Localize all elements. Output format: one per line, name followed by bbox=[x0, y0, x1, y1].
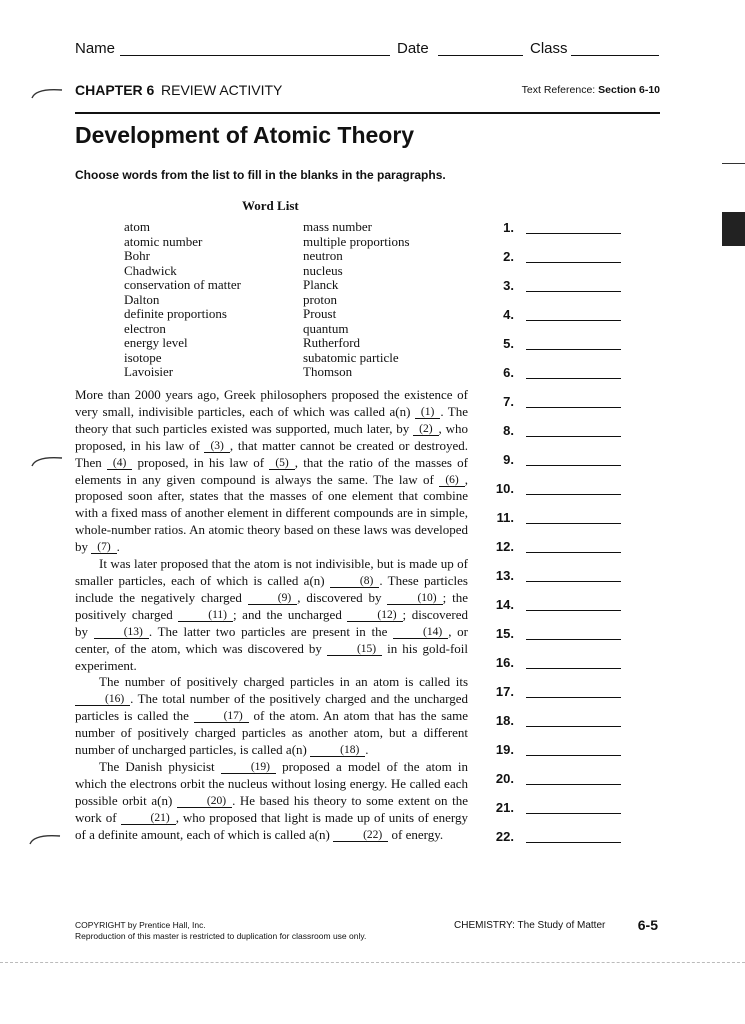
answer-blank[interactable]: (20) bbox=[177, 795, 232, 808]
page-title: Development of Atomic Theory bbox=[75, 122, 415, 148]
answer-row bbox=[480, 684, 630, 704]
answer-row bbox=[480, 394, 630, 414]
answer-blank[interactable]: (15) bbox=[327, 643, 382, 656]
answer-line[interactable] bbox=[526, 668, 621, 669]
answer-line[interactable] bbox=[526, 233, 621, 234]
word-list-item: Bohr bbox=[124, 248, 150, 263]
answer-row bbox=[480, 742, 630, 762]
word-list-item: conservation of matter bbox=[124, 277, 241, 292]
answer-number: 18. bbox=[495, 713, 514, 728]
answer-number: 11. bbox=[496, 510, 514, 525]
answer-line[interactable] bbox=[526, 610, 621, 611]
answer-row bbox=[480, 278, 630, 298]
answer-number: 1. bbox=[503, 220, 514, 235]
class-label: Class bbox=[530, 40, 568, 57]
answer-line[interactable] bbox=[526, 726, 621, 727]
paragraph-1: More than 2000 years ago, Greek philosophers proposed the existence of very small, indivisible particles, each of which was called a(n) (1) . The theory that such particles existed was supported, much later, by (2) , who proposed, in his law of (3) , that matter cannot be created or destroyed. Then (4) proposed, in his law of (5) , that the ratio of the masses of elements in any given compound is always the same. The law of (6) , proposed soon after, states that the masses of one element that combine with a fixed mass of another element in different compounds are in simple, whole-number ratios. An atomic theory based on these laws was developed by (7) . bbox=[75, 387, 468, 555]
answer-blank[interactable]: (3) bbox=[204, 440, 229, 453]
answer-number: 21. bbox=[495, 800, 514, 815]
instructions: Choose words from the list to fill in the blanks in the paragraphs. bbox=[75, 168, 446, 182]
answer-blank[interactable]: (21) bbox=[121, 812, 176, 825]
answer-blank[interactable]: (11) bbox=[178, 609, 233, 622]
answer-blank[interactable]: (5) bbox=[269, 457, 294, 470]
word-list-item: Chadwick bbox=[124, 262, 177, 278]
student-info-row bbox=[75, 40, 660, 62]
answer-blank[interactable]: (17) bbox=[194, 710, 249, 723]
answer-row bbox=[480, 597, 630, 617]
answer-row bbox=[480, 626, 630, 646]
date-label: Date bbox=[397, 40, 429, 57]
answer-row bbox=[480, 829, 630, 849]
word-list-item: Rutherford bbox=[303, 335, 361, 350]
answer-line[interactable] bbox=[526, 262, 621, 263]
page-edge-line bbox=[0, 962, 745, 963]
name-field[interactable] bbox=[120, 55, 390, 56]
answer-line[interactable] bbox=[526, 552, 621, 553]
answer-blank[interactable]: (10) bbox=[387, 592, 442, 605]
edge-mark bbox=[722, 163, 745, 164]
answer-line[interactable] bbox=[526, 378, 621, 379]
paragraph-2: It was later proposed that the atom is not indivisible, but is made up of smaller particles, each of which is called a(n) (8) . These particles include the negatively charged (9) , discovered by (10) ; the positively charged (11) ; and the uncharged (12) ; discovered by (13) . The latter two particles are present in the (14) , or center, of the atom, which was discovered by (15) in his gold-foil experiment. bbox=[75, 556, 469, 673]
chapter-row bbox=[75, 82, 660, 102]
answer-number: 19. bbox=[495, 742, 514, 757]
answer-blank[interactable]: (8) bbox=[330, 575, 379, 588]
answer-blank[interactable]: (14) bbox=[393, 626, 448, 639]
date-field[interactable] bbox=[438, 55, 523, 56]
word-list-item: Proust bbox=[303, 306, 337, 321]
answer-row bbox=[480, 539, 630, 559]
word-list-item: definite proportions bbox=[124, 306, 227, 321]
class-field[interactable] bbox=[571, 55, 659, 56]
word-list-item: quantum bbox=[303, 320, 349, 336]
answer-blank[interactable]: (13) bbox=[94, 626, 149, 639]
answer-line[interactable] bbox=[526, 842, 621, 843]
copyright-text: COPYRIGHT by Prentice Hall, Inc. bbox=[75, 920, 206, 930]
answer-number: 16. bbox=[495, 655, 514, 670]
word-list-item: mass number bbox=[303, 219, 372, 234]
answer-row bbox=[480, 336, 630, 356]
answer-blank[interactable]: (12) bbox=[347, 609, 402, 622]
answer-line[interactable] bbox=[526, 436, 621, 437]
answer-line[interactable] bbox=[526, 697, 621, 698]
word-list-item: nucleus bbox=[303, 262, 343, 278]
word-list-heading: Word List bbox=[242, 198, 299, 213]
paragraph-4: The Danish physicist (19) proposed a model of the atom in which the electrons orbit the nucleus without losing energy. He called each possible orbit a(n) (20) . He based his theory to some extent on the work of (21) , who proposed that light is made up of units of energy of a definite amount, each of which is called a(n) (22) of energy. bbox=[75, 758, 469, 842]
answer-blank[interactable]: (19) bbox=[221, 761, 276, 774]
answer-row bbox=[480, 365, 630, 385]
answer-number: 22. bbox=[495, 829, 514, 844]
answer-line[interactable] bbox=[526, 349, 621, 350]
answer-blank[interactable]: (7) bbox=[91, 541, 116, 554]
answer-line[interactable] bbox=[526, 407, 621, 408]
word-list-item: atomic number bbox=[124, 233, 203, 249]
answer-row bbox=[480, 481, 630, 501]
word-list-item: Planck bbox=[303, 277, 339, 292]
answer-number: 12. bbox=[495, 539, 514, 554]
answer-number: 7. bbox=[503, 394, 514, 409]
word-list-item: Dalton bbox=[124, 291, 160, 307]
answer-number: 14. bbox=[495, 597, 514, 612]
answer-row bbox=[480, 655, 630, 675]
reproduction-notice: Reproduction of this master is restricted to duplication for classroom use only. bbox=[75, 931, 367, 941]
answer-line[interactable] bbox=[526, 320, 621, 321]
answer-line[interactable] bbox=[526, 813, 621, 814]
answer-number: 15. bbox=[495, 626, 514, 641]
answer-blank[interactable]: (6) bbox=[439, 474, 464, 487]
answer-number: 9. bbox=[503, 452, 514, 467]
margin-hook-mark bbox=[30, 452, 64, 468]
word-list-item: Thomson bbox=[303, 364, 353, 379]
answer-row bbox=[480, 307, 630, 327]
answer-blank[interactable]: (18) bbox=[310, 744, 365, 757]
answer-number: 3. bbox=[503, 278, 514, 293]
answer-number: 13. bbox=[495, 568, 514, 583]
word-list-item: electron bbox=[124, 320, 166, 336]
word-list-item: proton bbox=[303, 291, 337, 307]
binding-tab bbox=[722, 212, 745, 246]
answer-number: 20. bbox=[495, 771, 514, 786]
page-footer bbox=[75, 917, 660, 960]
answer-row bbox=[480, 568, 630, 588]
answer-row bbox=[480, 771, 630, 791]
name-label: Name bbox=[75, 40, 116, 57]
answer-row bbox=[480, 800, 630, 820]
text-reference bbox=[522, 84, 660, 96]
answer-line[interactable] bbox=[526, 465, 621, 466]
answer-row bbox=[480, 220, 630, 240]
answer-number: 6. bbox=[503, 365, 514, 380]
answer-line[interactable] bbox=[526, 291, 621, 292]
answer-line[interactable] bbox=[526, 494, 621, 495]
answer-number: 10. bbox=[495, 481, 514, 496]
paragraph-3: The number of positively charged particles in an atom is called its (16) . The total number of the positively charged and the uncharged particles is called the (17) of the atom. An atom that has the same number of positively charged particles as another atom, but a different number of uncharged particles, is called a(n) (18) . bbox=[75, 674, 468, 758]
answer-line[interactable] bbox=[526, 581, 621, 582]
margin-hook-mark bbox=[28, 830, 62, 846]
page-number: 6-5 bbox=[637, 917, 658, 933]
word-list-column-1 bbox=[124, 220, 241, 380]
answer-blank[interactable]: (2) bbox=[413, 423, 438, 436]
answer-number: 5. bbox=[503, 336, 514, 351]
answer-line[interactable] bbox=[526, 784, 621, 785]
answer-row bbox=[480, 249, 630, 269]
answer-row bbox=[480, 510, 630, 530]
activity-label: REVIEW ACTIVITY bbox=[161, 82, 283, 98]
answer-line[interactable] bbox=[526, 755, 621, 756]
footer-copyright bbox=[75, 920, 366, 942]
word-list-item: isotope bbox=[124, 349, 162, 365]
word-list-item: atom bbox=[124, 219, 150, 234]
word-list-item: subatomic particle bbox=[303, 349, 399, 365]
word-list-column-2 bbox=[303, 220, 410, 380]
answer-row bbox=[480, 423, 630, 443]
answer-row bbox=[480, 452, 630, 472]
text-reference-value: Section 6-10 bbox=[598, 84, 660, 96]
header-divider bbox=[75, 112, 660, 114]
answer-blank[interactable]: (4) bbox=[107, 457, 132, 470]
book-title: CHEMISTRY: The Study of Matter bbox=[454, 920, 606, 931]
fill-in-passage bbox=[75, 387, 468, 843]
word-list-item: multiple proportions bbox=[303, 233, 410, 249]
word-list-item: Lavoisier bbox=[124, 364, 174, 379]
answer-number: 4. bbox=[503, 307, 514, 322]
answer-blank[interactable]: (9) bbox=[248, 592, 297, 605]
answer-line[interactable] bbox=[526, 639, 621, 640]
chapter-label: CHAPTER 6 bbox=[75, 82, 155, 98]
answer-number: 17. bbox=[495, 684, 514, 699]
answer-blank[interactable]: (1) bbox=[415, 406, 440, 419]
answer-line[interactable] bbox=[526, 523, 621, 524]
answer-number: 8. bbox=[503, 423, 514, 438]
answer-blank[interactable]: (16) bbox=[75, 693, 130, 706]
text-reference-label: Text Reference: bbox=[521, 84, 596, 96]
answer-number: 2. bbox=[503, 249, 514, 264]
word-list-item: energy level bbox=[124, 335, 188, 350]
margin-hook-mark bbox=[30, 84, 64, 100]
word-list-item: neutron bbox=[303, 248, 343, 263]
answer-row bbox=[480, 713, 630, 733]
answer-blank[interactable]: (22) bbox=[333, 829, 388, 842]
